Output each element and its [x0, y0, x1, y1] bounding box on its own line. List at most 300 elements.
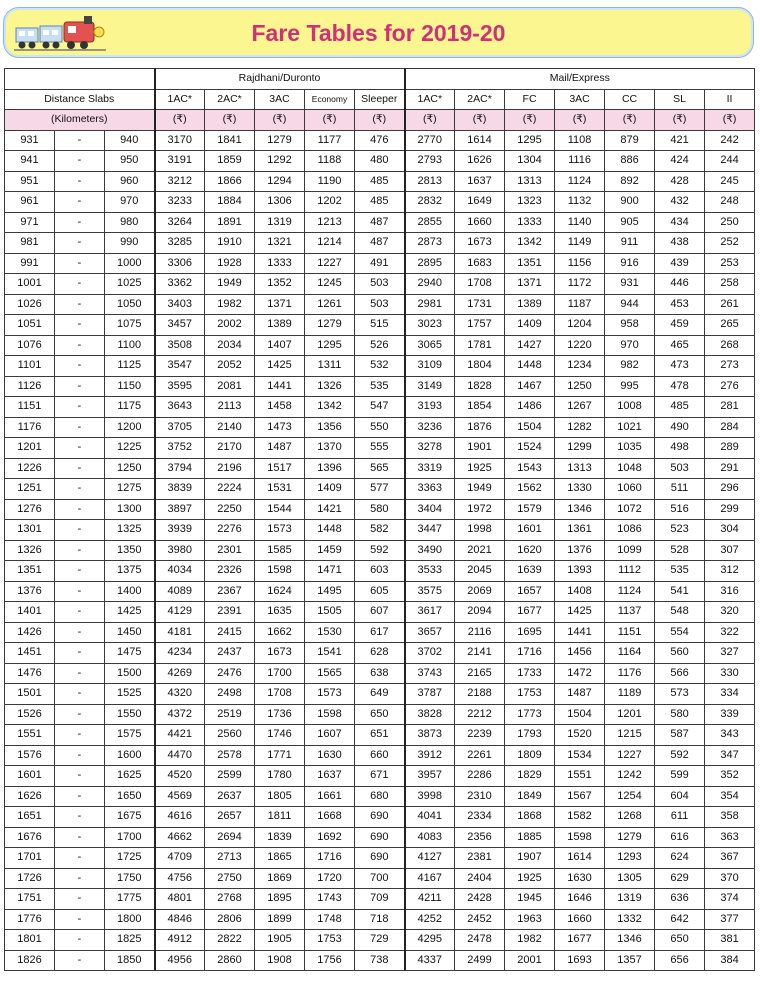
mail-fare: 2981	[405, 294, 455, 315]
unit-rupee: (₹)	[205, 110, 255, 131]
mail-fare: 2212	[455, 704, 505, 725]
mail-fare: 587	[655, 725, 705, 746]
rajdhani-fare: 1319	[255, 212, 305, 233]
rajdhani-fare: 3897	[155, 499, 205, 520]
mail-fare: 1254	[605, 786, 655, 807]
distance-separator: -	[55, 909, 105, 930]
mail-fare: 265	[705, 315, 755, 336]
mail-fare: 1731	[455, 294, 505, 315]
mail-fare: 650	[655, 930, 705, 951]
rajdhani-fare: 2002	[205, 315, 255, 336]
mail-fare: 1487	[555, 684, 605, 705]
table-row	[5, 520, 755, 541]
rajdhani-fare: 1756	[305, 950, 355, 971]
mail-fare: 2428	[455, 889, 505, 910]
distance-to: 1350	[105, 540, 155, 561]
distance-to: 1775	[105, 889, 155, 910]
mail-fare: 1389	[505, 294, 555, 315]
mail-fare: 1164	[605, 643, 655, 664]
rajdhani-fare: 1637	[305, 766, 355, 787]
rajdhani-fare: 729	[355, 930, 405, 951]
mail-fare: 320	[705, 602, 755, 623]
mail-fare: 1907	[505, 848, 555, 869]
mail-fare: 886	[605, 151, 655, 172]
mail-fare: 1456	[555, 643, 605, 664]
distance-separator: -	[55, 848, 105, 869]
mail-fare: 1279	[605, 827, 655, 848]
rajdhani-fare: 1982	[205, 294, 255, 315]
header-rajdhani-duronto: Rajdhani/Duronto	[155, 69, 405, 90]
distance-to: 1075	[105, 315, 155, 336]
table-row	[5, 561, 755, 582]
rajdhani-fare: 1295	[305, 335, 355, 356]
mail-fare: 560	[655, 643, 705, 664]
rajdhani-fare: 535	[355, 376, 405, 397]
rajdhani-fare: 2224	[205, 479, 255, 500]
mail-fare: 2770	[405, 130, 455, 151]
table-row	[5, 602, 755, 623]
mail-fare: 905	[605, 212, 655, 233]
distance-from: 1451	[5, 643, 55, 664]
rajdhani-fare: 1598	[255, 561, 305, 582]
unit-rupee: (₹)	[255, 110, 305, 131]
rajdhani-fare: 617	[355, 622, 405, 643]
mail-fare: 432	[655, 192, 705, 213]
mail-fare: 3278	[405, 438, 455, 459]
rajdhani-fare: 592	[355, 540, 405, 561]
distance-from: 931	[5, 130, 55, 151]
rajdhani-fare: 487	[355, 212, 405, 233]
rajdhani-fare: 1708	[255, 684, 305, 705]
distance-separator: -	[55, 376, 105, 397]
mail-fare: 611	[655, 807, 705, 828]
mail-fare: 1215	[605, 725, 655, 746]
distance-separator: -	[55, 602, 105, 623]
mail-fare: 363	[705, 827, 755, 848]
table-row	[5, 889, 755, 910]
distance-separator: -	[55, 294, 105, 315]
rajdhani-fare: 1333	[255, 253, 305, 274]
rajdhani-fare: 1884	[205, 192, 255, 213]
mail-fare: 1408	[555, 581, 605, 602]
mail-fare: 1885	[505, 827, 555, 848]
mail-fare: 3319	[405, 458, 455, 479]
distance-to: 1025	[105, 274, 155, 295]
rajdhani-fare: 1910	[205, 233, 255, 254]
mail-fare: 268	[705, 335, 755, 356]
distance-to: 1225	[105, 438, 155, 459]
distance-separator: -	[55, 151, 105, 172]
table-row	[5, 479, 755, 500]
rajdhani-fare: 1585	[255, 540, 305, 561]
distance-separator: -	[55, 130, 105, 151]
mail-fare: 1637	[455, 171, 505, 192]
mail-fare: 1520	[555, 725, 605, 746]
table-row	[5, 950, 755, 971]
rajdhani-fare: 690	[355, 827, 405, 848]
table-row	[5, 253, 755, 274]
rajdhani-fare: 4089	[155, 581, 205, 602]
mail-fare: 3065	[405, 335, 455, 356]
rajdhani-fare: 2276	[205, 520, 255, 541]
mail-fare: 1299	[555, 438, 605, 459]
title-banner	[3, 7, 754, 58]
distance-from: 1376	[5, 581, 55, 602]
distance-from: 1101	[5, 356, 55, 377]
rajdhani-fare: 1487	[255, 438, 305, 459]
rajdhani-fare: 651	[355, 725, 405, 746]
mail-fare: 4127	[405, 848, 455, 869]
rajdhani-fare: 1928	[205, 253, 255, 274]
rajdhani-fare: 2713	[205, 848, 255, 869]
distance-from: 961	[5, 192, 55, 213]
mail-fare: 252	[705, 233, 755, 254]
mail-fare: 656	[655, 950, 705, 971]
distance-to: 1125	[105, 356, 155, 377]
mail-fare: 330	[705, 663, 755, 684]
distance-separator: -	[55, 171, 105, 192]
mail-fare: 261	[705, 294, 755, 315]
rajdhani-fare: 4801	[155, 889, 205, 910]
table-row	[5, 274, 755, 295]
rajdhani-fare: 4520	[155, 766, 205, 787]
rajdhani-fare: 4616	[155, 807, 205, 828]
rajdhani-fare: 4662	[155, 827, 205, 848]
rajdhani-fare: 1624	[255, 581, 305, 602]
table-row	[5, 868, 755, 889]
mail-fare: 3657	[405, 622, 455, 643]
rajdhani-fare: 1869	[255, 868, 305, 889]
mail-fare: 1086	[605, 520, 655, 541]
mail-fare: 2334	[455, 807, 505, 828]
distance-separator: -	[55, 930, 105, 951]
rajdhani-fare: 2519	[205, 704, 255, 725]
mail-fare: 3533	[405, 561, 455, 582]
mail-fare: 1630	[555, 868, 605, 889]
table-row	[5, 827, 755, 848]
mail-fare: 374	[705, 889, 755, 910]
mail-fare: 1112	[605, 561, 655, 582]
rajdhani-fare: 491	[355, 253, 405, 274]
table-row	[5, 622, 755, 643]
rajdhani-fare: 2694	[205, 827, 255, 848]
rajdhani-fare: 628	[355, 643, 405, 664]
rajdhani-fare: 4470	[155, 745, 205, 766]
distance-from: 1601	[5, 766, 55, 787]
mail-fare: 1330	[555, 479, 605, 500]
rajdhani-fare: 1748	[305, 909, 355, 930]
mail-fare: 3617	[405, 602, 455, 623]
rajdhani-fare: 547	[355, 397, 405, 418]
mail-fare: 1620	[505, 540, 555, 561]
rajdhani-fare: 1471	[305, 561, 355, 582]
mail-fare: 465	[655, 335, 705, 356]
distance-to: 1825	[105, 930, 155, 951]
mail-fare: 541	[655, 581, 705, 602]
mail-fare: 1472	[555, 663, 605, 684]
rajdhani-fare: 4320	[155, 684, 205, 705]
mail-fare: 1132	[555, 192, 605, 213]
mail-fare: 258	[705, 274, 755, 295]
mail-fare: 343	[705, 725, 755, 746]
mail-fare: 3023	[405, 315, 455, 336]
distance-to: 940	[105, 130, 155, 151]
mail-fare: 1677	[505, 602, 555, 623]
table-row	[5, 540, 755, 561]
rajdhani-fare: 1607	[305, 725, 355, 746]
mail-fare: 1673	[455, 233, 505, 254]
mail-fare: 2188	[455, 684, 505, 705]
distance-from: 1751	[5, 889, 55, 910]
distance-from: 1726	[5, 868, 55, 889]
rajdhani-fare: 1425	[255, 356, 305, 377]
mail-fare: 516	[655, 499, 705, 520]
mail-fare: 3787	[405, 684, 455, 705]
table-row	[5, 766, 755, 787]
mail-fare: 276	[705, 376, 755, 397]
mail-fare: 327	[705, 643, 755, 664]
distance-to: 1500	[105, 663, 155, 684]
unit-rupee: (₹)	[555, 110, 605, 131]
mail-fare: 3912	[405, 745, 455, 766]
rajdhani-fare: 1279	[305, 315, 355, 336]
rajdhani-fare: 2052	[205, 356, 255, 377]
rajdhani-fare: 1805	[255, 786, 305, 807]
rajdhani-fare: 1213	[305, 212, 355, 233]
mail-fare: 616	[655, 827, 705, 848]
distance-from: 1226	[5, 458, 55, 479]
rajdhani-fare: 4846	[155, 909, 205, 930]
distance-to: 990	[105, 233, 155, 254]
rajdhani-fare: 2599	[205, 766, 255, 787]
rajdhani-fare: 1895	[255, 889, 305, 910]
mail-fare: 322	[705, 622, 755, 643]
unit-rupee: (₹)	[405, 110, 455, 131]
rajdhani-fare: 503	[355, 274, 405, 295]
mail-fare: 1504	[505, 417, 555, 438]
mail-fare: 970	[605, 335, 655, 356]
table-row	[5, 171, 755, 192]
unit-rupee: (₹)	[455, 110, 505, 131]
distance-separator: -	[55, 950, 105, 971]
mail-fare: 316	[705, 581, 755, 602]
rajdhani-fare: 503	[355, 294, 405, 315]
mail-fare: 1876	[455, 417, 505, 438]
mail-fare: 1793	[505, 725, 555, 746]
mail-fare: 1048	[605, 458, 655, 479]
mail-fare: 1427	[505, 335, 555, 356]
distance-from: 1126	[5, 376, 55, 397]
distance-from: 991	[5, 253, 55, 274]
distance-to: 1625	[105, 766, 155, 787]
rajdhani-fare: 1421	[305, 499, 355, 520]
rajdhani-fare: 2498	[205, 684, 255, 705]
mail-fare: 1313	[555, 458, 605, 479]
mail-fare: 485	[655, 397, 705, 418]
page-title: Fare Tables for 2019-20	[251, 20, 506, 46]
mail-fare: 1657	[505, 581, 555, 602]
rajdhani-fare: 2560	[205, 725, 255, 746]
mail-fare: 1567	[555, 786, 605, 807]
unit-rupee: (₹)	[355, 110, 405, 131]
header-mail-2ac: 2AC*	[455, 89, 505, 110]
distance-to: 1675	[105, 807, 155, 828]
mail-fare: 281	[705, 397, 755, 418]
rajdhani-fare: 4956	[155, 950, 205, 971]
mail-fare: 3363	[405, 479, 455, 500]
distance-to: 1175	[105, 397, 155, 418]
table-row	[5, 909, 755, 930]
mail-fare: 2069	[455, 581, 505, 602]
distance-to: 1450	[105, 622, 155, 643]
mail-fare: 2001	[505, 950, 555, 971]
table-row	[5, 417, 755, 438]
header-rajdhani-sleeper: Sleeper	[355, 89, 405, 110]
distance-separator: -	[55, 827, 105, 848]
distance-to: 1100	[105, 335, 155, 356]
mail-fare: 4252	[405, 909, 455, 930]
rajdhani-fare: 1839	[255, 827, 305, 848]
rajdhani-fare: 1321	[255, 233, 305, 254]
table-row	[5, 315, 755, 336]
rajdhani-fare: 3264	[155, 212, 205, 233]
mail-fare: 421	[655, 130, 705, 151]
header-rajdhani-1ac: 1AC*	[155, 89, 205, 110]
mail-fare: 1716	[505, 643, 555, 664]
mail-fare: 1295	[505, 130, 555, 151]
rajdhani-fare: 1530	[305, 622, 355, 643]
mail-fare: 1201	[605, 704, 655, 725]
mail-fare: 1304	[505, 151, 555, 172]
rajdhani-fare: 4569	[155, 786, 205, 807]
unit-rupee: (₹)	[305, 110, 355, 131]
mail-fare: 1614	[555, 848, 605, 869]
rajdhani-fare: 690	[355, 807, 405, 828]
table-row	[5, 335, 755, 356]
rajdhani-fare: 582	[355, 520, 405, 541]
mail-fare: 958	[605, 315, 655, 336]
header-kilometers: (Kilometers)	[5, 110, 155, 131]
mail-fare: 253	[705, 253, 755, 274]
distance-to: 1200	[105, 417, 155, 438]
distance-from: 1426	[5, 622, 55, 643]
mail-fare: 1332	[605, 909, 655, 930]
mail-fare: 1124	[605, 581, 655, 602]
mail-fare: 352	[705, 766, 755, 787]
rajdhani-fare: 638	[355, 663, 405, 684]
mail-fare: 944	[605, 294, 655, 315]
mail-fare: 624	[655, 848, 705, 869]
mail-fare: 1124	[555, 171, 605, 192]
mail-fare: 354	[705, 786, 755, 807]
mail-fare: 1282	[555, 417, 605, 438]
mail-fare: 367	[705, 848, 755, 869]
mail-fare: 528	[655, 540, 705, 561]
mail-fare: 1176	[605, 663, 655, 684]
rajdhani-fare: 2806	[205, 909, 255, 930]
mail-fare: 1660	[455, 212, 505, 233]
header-mail-1ac: 1AC*	[405, 89, 455, 110]
mail-fare: 1072	[605, 499, 655, 520]
rajdhani-fare: 1949	[205, 274, 255, 295]
mail-fare: 2310	[455, 786, 505, 807]
rajdhani-fare: 709	[355, 889, 405, 910]
distance-separator: -	[55, 212, 105, 233]
mail-fare: 1151	[605, 622, 655, 643]
distance-from: 1276	[5, 499, 55, 520]
rajdhani-fare: 650	[355, 704, 405, 725]
mail-fare: 1582	[555, 807, 605, 828]
rajdhani-fare: 1668	[305, 807, 355, 828]
mail-fare: 1108	[555, 130, 605, 151]
mail-fare: 1376	[555, 540, 605, 561]
distance-from: 1201	[5, 438, 55, 459]
mail-fare: 2873	[405, 233, 455, 254]
rajdhani-fare: 1865	[255, 848, 305, 869]
rajdhani-fare: 2196	[205, 458, 255, 479]
distance-from: 1526	[5, 704, 55, 725]
rajdhani-fare: 671	[355, 766, 405, 787]
rajdhani-fare: 1245	[305, 274, 355, 295]
distance-to: 980	[105, 212, 155, 233]
distance-to: 1600	[105, 745, 155, 766]
mail-fare: 1949	[455, 479, 505, 500]
distance-to: 1725	[105, 848, 155, 869]
table-row	[5, 786, 755, 807]
header-distance-slabs: Distance Slabs	[5, 89, 155, 110]
mail-fare: 384	[705, 950, 755, 971]
table-row	[5, 294, 755, 315]
mail-fare: 1551	[555, 766, 605, 787]
rajdhani-fare: 3643	[155, 397, 205, 418]
mail-fare: 548	[655, 602, 705, 623]
distance-separator: -	[55, 786, 105, 807]
mail-fare: 1393	[555, 561, 605, 582]
rajdhani-fare: 1371	[255, 294, 305, 315]
mail-fare: 982	[605, 356, 655, 377]
distance-separator: -	[55, 233, 105, 254]
distance-separator: -	[55, 766, 105, 787]
table-row	[5, 745, 755, 766]
distance-from: 1701	[5, 848, 55, 869]
rajdhani-fare: 1352	[255, 274, 305, 295]
rajdhani-fare: 1214	[305, 233, 355, 254]
distance-separator: -	[55, 274, 105, 295]
rajdhani-fare: 4034	[155, 561, 205, 582]
mail-fare: 334	[705, 684, 755, 705]
mail-fare: 1346	[555, 499, 605, 520]
distance-to: 970	[105, 192, 155, 213]
distance-separator: -	[55, 520, 105, 541]
rajdhani-fare: 3595	[155, 376, 205, 397]
mail-fare: 3575	[405, 581, 455, 602]
mail-fare: 1313	[505, 171, 555, 192]
rajdhani-fare: 480	[355, 151, 405, 172]
rajdhani-fare: 1261	[305, 294, 355, 315]
rajdhani-fare: 4709	[155, 848, 205, 869]
mail-fare: 2141	[455, 643, 505, 664]
mail-fare: 453	[655, 294, 705, 315]
rajdhani-fare: 1356	[305, 417, 355, 438]
mail-fare: 2094	[455, 602, 505, 623]
rajdhani-fare: 1190	[305, 171, 355, 192]
mail-fare: 931	[605, 274, 655, 295]
mail-fare: 2381	[455, 848, 505, 869]
rajdhani-fare: 3839	[155, 479, 205, 500]
rajdhani-fare: 1859	[205, 151, 255, 172]
rajdhani-fare: 1891	[205, 212, 255, 233]
mail-fare: 3193	[405, 397, 455, 418]
